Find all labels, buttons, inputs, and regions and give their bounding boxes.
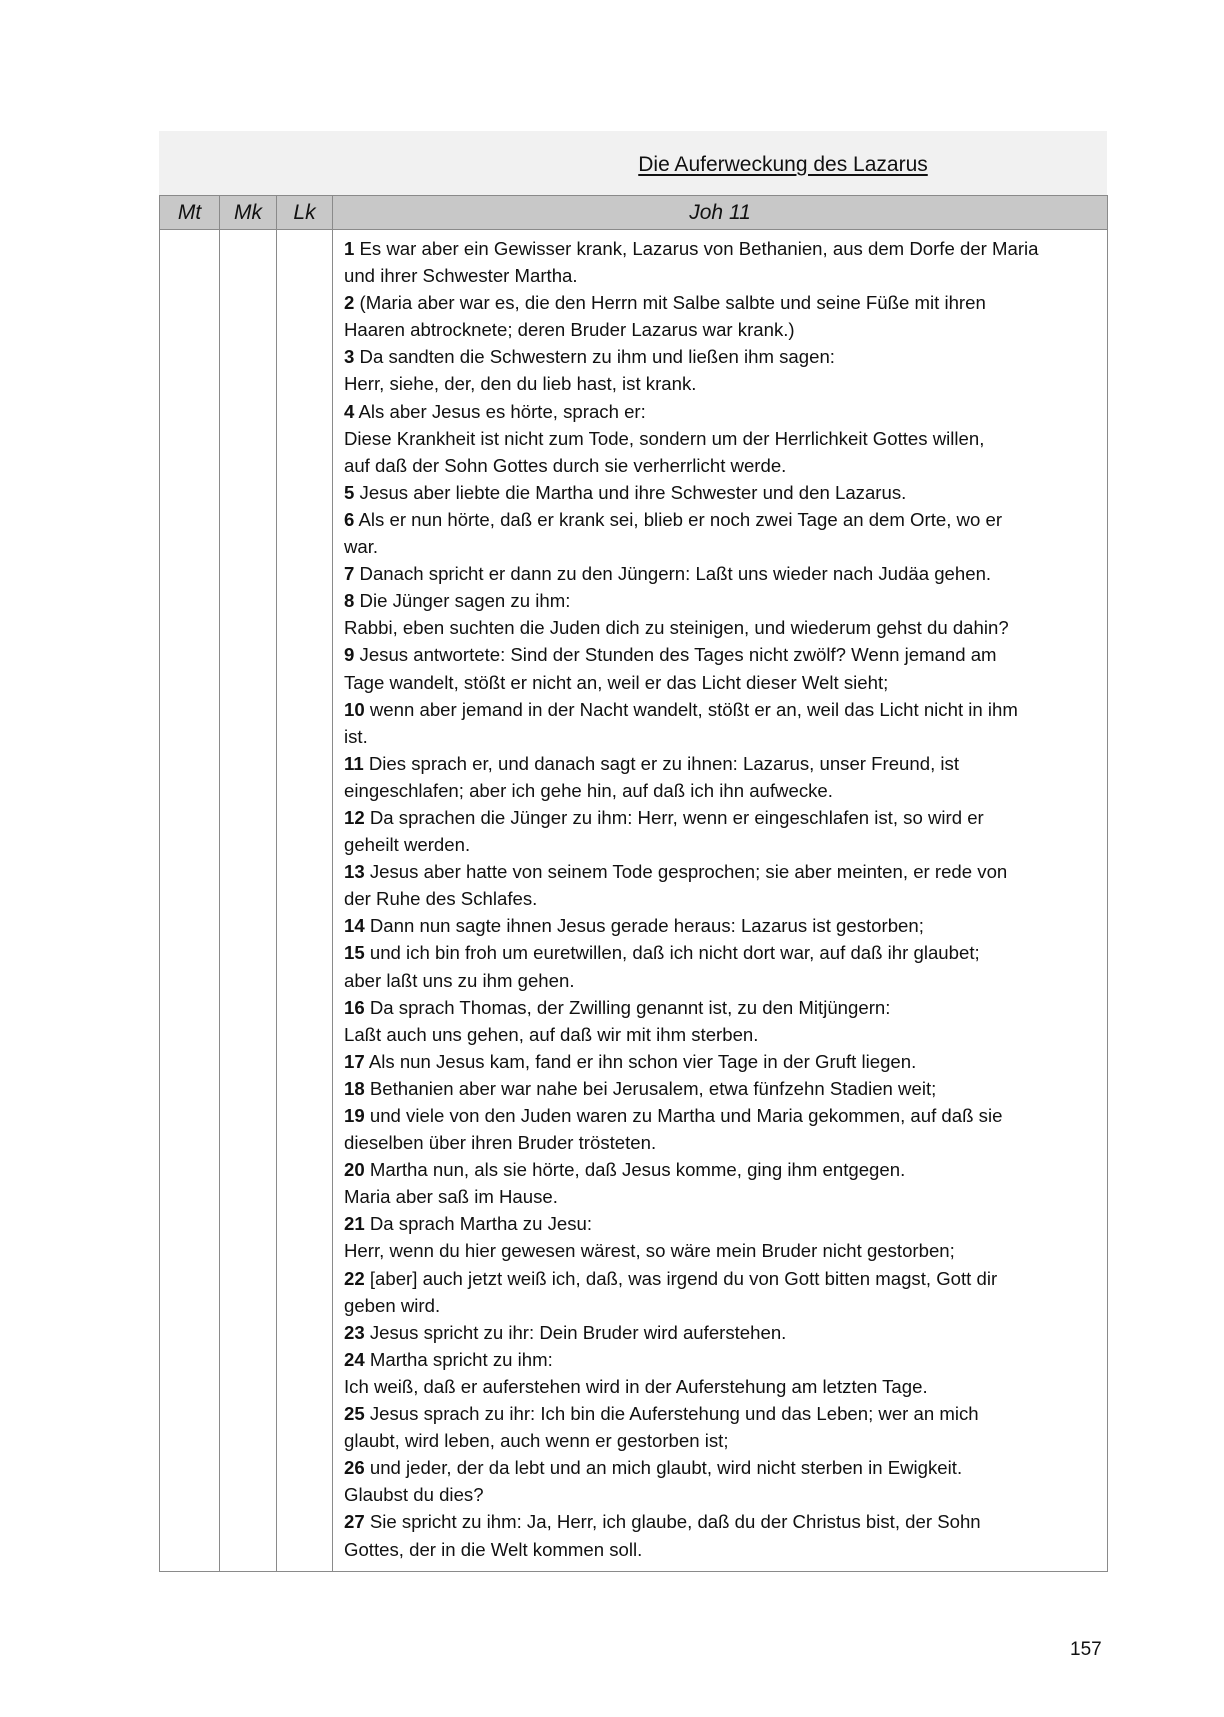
verse-number: 11 [344, 752, 364, 774]
verse-text: Herr, siehe, der, den du lieb hast, ist krank. [344, 373, 697, 395]
text-line [344, 885, 1095, 912]
text-line [344, 994, 1095, 1021]
verse-text: ist. [344, 725, 368, 747]
text-line [344, 289, 1095, 316]
verse-text: glaubt, wird leben, auch wenn er gestorben ist; [344, 1430, 729, 1452]
verse-text: und ich bin froh um euretwillen, daß ich nicht dort war, auf daß ihr glaubet; [369, 942, 980, 964]
verse-text: Jesus spricht zu ihr: Dein Bruder wird auferstehen. [369, 1321, 787, 1343]
text-line [344, 967, 1095, 994]
text-line [344, 506, 1095, 533]
verse-number: 17 [344, 1050, 365, 1072]
verse-text: Als er nun hörte, daß er krank sei, blieb er noch zwei Tage an dem Orte, wo er [358, 508, 1003, 530]
lk-column-cell [277, 230, 333, 1572]
verse-text: geheilt werden. [344, 834, 471, 856]
verse-text: und viele von den Juden waren zu Martha und Maria gekommen, auf daß sie [369, 1105, 1003, 1126]
verse-text: Dann nun sagte ihnen Jesus gerade heraus: Lazarus ist gestorben; [369, 915, 924, 937]
verse-text: und ihrer Schwester Martha. [344, 265, 578, 287]
text-line [344, 425, 1095, 452]
verse-text: Jesus antwortete: Sind der Stunden des Tages nicht zwölf? Wenn jemand am [359, 644, 997, 666]
verse-number: 9 [344, 644, 355, 666]
text-line [344, 452, 1095, 479]
verse-number: 18 [344, 1077, 365, 1099]
verse-text: Es war aber ein Gewisser krank, Lazarus von Bethanien, aus dem Dorfe der Maria [359, 238, 1039, 259]
verse-text: Diese Krankheit ist nicht zum Tode, sondern um der Herrlichkeit Gottes willen, [344, 427, 985, 449]
verse-number: 12 [344, 806, 365, 828]
verse-text: dieselben über ihren Bruder trösteten. [344, 1132, 657, 1154]
verse-text: war. [344, 536, 379, 558]
synopsis-table [159, 195, 1108, 1572]
verse-number: 8 [344, 590, 355, 612]
mt-column-cell [160, 230, 220, 1572]
verse-text: der Ruhe des Schlafes. [344, 888, 538, 910]
verse-text: Da sandten die Schwestern zu ihm und ließen ihm sagen: [359, 346, 835, 368]
text-line [344, 1210, 1095, 1237]
page-number: 157 [1070, 1639, 1102, 1660]
verse-text: (Maria aber war es, die den Herrn mit Salbe salbte und seine Füße mit ihren [359, 292, 986, 314]
verse-text: Jesus sprach zu ihr: Ich bin die Auferstehung und das Leben; wer an mich [369, 1403, 979, 1425]
text-line [344, 533, 1095, 560]
verse-number: 19 [344, 1105, 365, 1126]
text-line [344, 669, 1095, 696]
verse-text: Rabbi, eben suchten die Juden dich zu steinigen, und wiederum gehst du dahin? [344, 617, 1009, 639]
verse-text: Tage wandelt, stößt er nicht an, weil er das Licht dieser Welt sieht; [344, 671, 889, 693]
verse-text: Da sprach Martha zu Jesu: [369, 1213, 593, 1235]
verse-number: 20 [344, 1159, 365, 1181]
verse-text: Als nun Jesus kam, fand er ihn schon vier Tage in der Gruft liegen. [368, 1050, 917, 1072]
verse-text: Glaubst du dies? [344, 1484, 484, 1506]
text-line [344, 1508, 1095, 1535]
verse-text: Jesus aber hatte von seinem Tode gesprochen; sie aber meinten, er rede von [369, 861, 1008, 883]
text-line [344, 777, 1095, 804]
text-line [344, 1265, 1095, 1292]
header-row [160, 196, 1108, 230]
text-line [344, 1427, 1095, 1454]
verse-number: 7 [344, 563, 355, 585]
column-header-lk: Lk [277, 196, 333, 230]
verse-number: 22 [344, 1267, 365, 1289]
text-line [344, 479, 1095, 506]
verse-text: Ich weiß, daß er auferstehen wird in der Auferstehung am letzten Tage. [344, 1375, 928, 1397]
verse-number: 6 [344, 508, 355, 530]
verse-text: eingeschlafen; aber ich gehe hin, auf daß ich ihn aufwecke. [344, 779, 833, 801]
text-line [344, 1156, 1095, 1183]
verse-number: 14 [344, 915, 365, 937]
verse-text: Dies sprach er, und danach sagt er zu ihnen: Lazarus, unser Freund, ist [368, 752, 959, 774]
verse-number: 4 [344, 400, 355, 422]
joh-text-cell [333, 230, 1108, 1572]
verse-text: wenn aber jemand in der Nacht wandelt, stößt er an, weil das Licht nicht in ihm [369, 698, 1018, 720]
text-line [344, 1373, 1095, 1400]
verse-text: und jeder, der da lebt und an mich glaubt, wird nicht sterben in Ewigkeit. [369, 1457, 963, 1479]
text-line [344, 696, 1095, 723]
text-line [344, 939, 1095, 966]
text-line [344, 1319, 1095, 1346]
verse-number: 2 [344, 292, 355, 314]
verse-text: Die Jünger sagen zu ihm: [359, 590, 571, 612]
verse-text: Danach spricht er dann zu den Jüngern: Laßt uns wieder nach Judäa gehen. [359, 563, 992, 585]
verse-text: auf daß der Sohn Gottes durch sie verherrlicht werde. [344, 454, 787, 476]
text-line [344, 912, 1095, 939]
verse-text: Jesus aber liebte die Martha und ihre Schwester und den Lazarus. [359, 481, 907, 503]
text-line [344, 1292, 1095, 1319]
verse-text: Haaren abtrocknete; deren Bruder Lazarus war krank.) [344, 319, 795, 341]
text-line [344, 1048, 1095, 1075]
text-line [344, 398, 1095, 425]
verse-number: 27 [344, 1511, 365, 1533]
text-line [344, 343, 1095, 370]
verse-number: 5 [344, 481, 355, 503]
text-line [344, 750, 1095, 777]
text-line [344, 723, 1095, 750]
verse-text: Bethanien aber war nahe bei Jerusalem, etwa fünfzehn Stadien weit; [369, 1077, 937, 1099]
text-line [344, 858, 1095, 885]
text-line [344, 1346, 1095, 1373]
verse-number: 1 [344, 238, 355, 259]
text-line [344, 1536, 1095, 1563]
verse-number: 16 [344, 996, 365, 1018]
text-line [344, 1400, 1095, 1427]
verse-text: Da sprachen die Jünger zu ihm: Herr, wenn er eingeschlafen ist, so wird er [369, 806, 984, 828]
text-line [344, 804, 1095, 831]
title-band [159, 131, 1107, 195]
verse-number: 26 [344, 1457, 365, 1479]
verse-text: Martha nun, als sie hörte, daß Jesus komme, ging ihm entgegen. [369, 1159, 906, 1181]
text-line [344, 370, 1095, 397]
text-line [344, 262, 1095, 289]
text-line [344, 1075, 1095, 1102]
verse-number: 24 [344, 1348, 365, 1370]
column-header-mt: Mt [160, 196, 220, 230]
verse-number: 3 [344, 346, 355, 368]
verse-number: 13 [344, 861, 365, 883]
text-line [344, 1021, 1095, 1048]
verse-text: Laßt auch uns gehen, auf daß wir mit ihm sterben. [344, 1023, 759, 1045]
text-line [344, 1102, 1095, 1129]
verse-text: Als aber Jesus es hörte, sprach er: [358, 400, 646, 422]
text-line [344, 1237, 1095, 1264]
verse-text: aber laßt uns zu ihm gehen. [344, 969, 575, 991]
verse-text: Herr, wenn du hier gewesen wärest, so wäre mein Bruder nicht gestorben; [344, 1240, 955, 1262]
column-header-mk: Mk [220, 196, 277, 230]
verse-number: 21 [344, 1213, 365, 1235]
text-line [344, 235, 1095, 262]
content-row [160, 230, 1108, 1572]
verse-text: Gottes, der in die Welt kommen soll. [344, 1538, 643, 1560]
text-line [344, 1481, 1095, 1508]
verse-text: [aber] auch jetzt weiß ich, daß, was irgend du von Gott bitten magst, Gott dir [369, 1267, 998, 1289]
text-line [344, 316, 1095, 343]
verse-text: Maria aber saß im Hause. [344, 1186, 558, 1208]
text-line [344, 1454, 1095, 1481]
text-line [344, 614, 1095, 641]
verse-text: Sie spricht zu ihm: Ja, Herr, ich glaube, daß du der Christus bist, der Sohn [369, 1511, 981, 1533]
verse-text: Da sprach Thomas, der Zwilling genannt ist, zu den Mitjüngern: [369, 996, 891, 1018]
text-line [344, 641, 1095, 668]
text-line [344, 560, 1095, 587]
verse-text: geben wird. [344, 1294, 441, 1316]
section-title: Die Auferweckung des Lazarus [638, 153, 928, 176]
verse-number: 25 [344, 1403, 365, 1425]
text-line [344, 1129, 1095, 1156]
text-line [344, 831, 1095, 858]
mk-column-cell [220, 230, 277, 1572]
text-line [344, 1183, 1095, 1210]
verse-text: Martha spricht zu ihm: [369, 1348, 553, 1370]
column-header-joh: Joh 11 [333, 196, 1108, 230]
verse-number: 15 [344, 942, 365, 964]
text-line [344, 587, 1095, 614]
verse-number: 10 [344, 698, 365, 720]
verse-number: 23 [344, 1321, 365, 1343]
